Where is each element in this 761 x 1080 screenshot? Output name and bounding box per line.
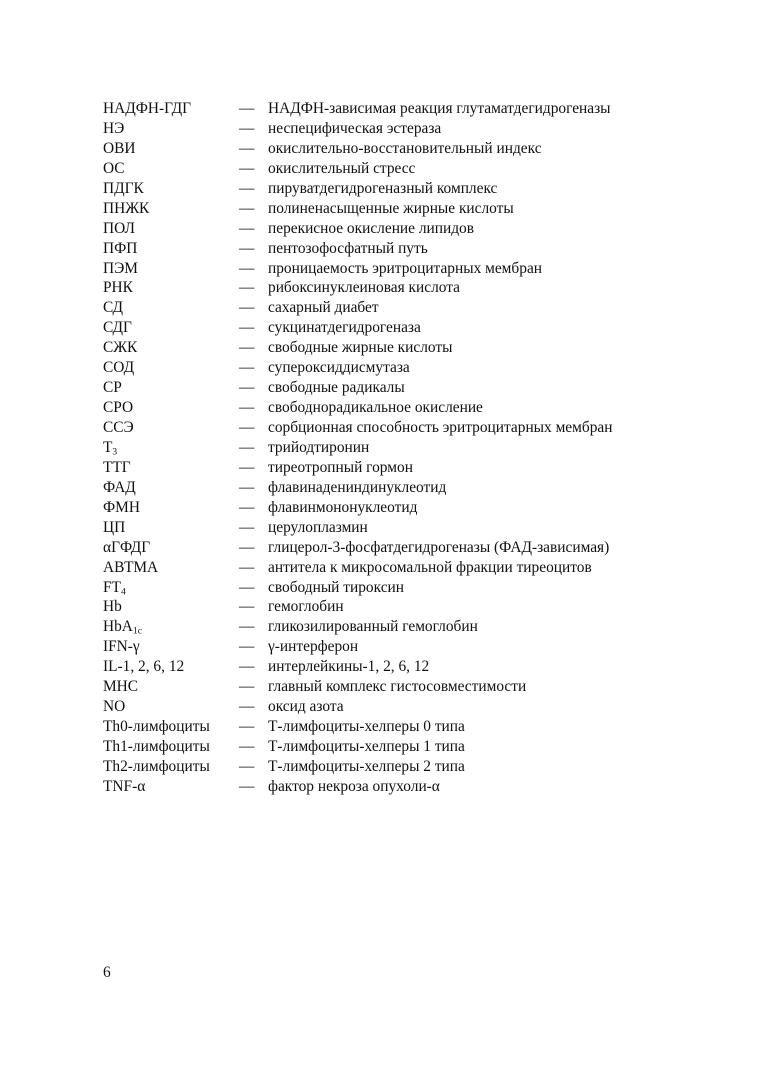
abbreviation-row (103, 777, 703, 797)
abbreviation-term (103, 578, 239, 598)
em-dash-separator: — (239, 119, 255, 137)
abbreviation-term-text: СЖК (103, 339, 138, 357)
abbreviation-term-text: ПФП (103, 239, 138, 257)
abbreviation-definition: сорбционная способность эритроцитарных мембран (268, 419, 613, 436)
abbreviation-term (103, 518, 239, 538)
abbreviation-term-text: Th2-лимфоциты (103, 757, 210, 775)
abbreviation-row (103, 378, 703, 398)
abbreviation-term-text: ОВИ (103, 139, 136, 157)
abbreviation-term-text: IFN-γ (103, 638, 140, 656)
abbreviation-row (103, 737, 703, 757)
abbreviation-term-text: Hb (103, 598, 122, 616)
abbreviation-term-text: HbA (103, 618, 133, 636)
em-dash-separator: — (239, 279, 255, 297)
abbreviation-row (103, 159, 703, 179)
abbreviation-row (103, 657, 703, 677)
abbreviation-definition: гемоглобин (268, 598, 344, 616)
abbreviation-row (103, 318, 703, 338)
abbreviation-term (103, 358, 239, 378)
abbreviation-definition: флавинадениндинуклеотид (268, 478, 447, 496)
em-dash-separator: — (239, 139, 255, 157)
em-dash-separator: — (239, 638, 255, 656)
abbreviation-row (103, 757, 703, 777)
abbreviation-term-text: Th0-лимфоциты (103, 718, 210, 736)
abbreviation-row (103, 478, 703, 498)
em-dash-separator: — (239, 518, 255, 536)
abbreviation-term-text: ПЭМ (103, 259, 138, 277)
abbreviation-row (103, 199, 703, 219)
em-dash-separator: — (239, 698, 255, 716)
abbreviation-list (103, 99, 703, 797)
abbreviation-term (103, 617, 239, 637)
abbreviation-term (103, 677, 239, 697)
em-dash-separator: — (239, 299, 255, 317)
abbreviation-row (103, 697, 703, 717)
abbreviation-row (103, 219, 703, 239)
abbreviation-definition: пентозофосфатный путь (268, 239, 428, 257)
abbreviation-term-subscript: 1c (132, 625, 142, 637)
abbreviation-row (103, 179, 703, 199)
abbreviation-definition: супероксиддисмутаза (268, 359, 410, 377)
em-dash-separator: — (239, 259, 255, 277)
abbreviation-term (103, 298, 239, 318)
abbreviation-term (103, 478, 239, 498)
em-dash-separator: — (239, 359, 255, 377)
abbreviation-row (103, 298, 703, 318)
abbreviation-definition: главный комплекс гистосовместимости (268, 678, 527, 696)
abbreviation-definition: проницаемость эритроцитарных мембран (268, 259, 543, 277)
abbreviation-definition: свободный тироксин (268, 578, 405, 596)
abbreviation-term-subscript: 4 (120, 585, 126, 597)
em-dash-separator: — (239, 578, 255, 596)
abbreviation-row (103, 418, 703, 438)
abbreviation-term-text: αГФДГ (103, 538, 151, 556)
abbreviation-row (103, 677, 703, 697)
abbreviation-definition: тиреотропный гормон (268, 458, 413, 476)
abbreviation-term (103, 717, 239, 737)
abbreviation-term-text: ОС (103, 159, 125, 177)
abbreviation-term-text: СРО (103, 399, 134, 417)
abbreviation-term (103, 199, 239, 219)
abbreviation-term (103, 498, 239, 518)
abbreviation-definition: сахарный диабет (268, 299, 379, 317)
abbreviation-term (103, 458, 239, 478)
abbreviation-row (103, 278, 703, 298)
em-dash-separator: — (239, 458, 255, 476)
abbreviation-row (103, 518, 703, 538)
abbreviation-term-text: ФАД (103, 478, 136, 496)
abbreviation-term (103, 179, 239, 199)
abbreviation-definition: Т-лимфоциты-хелперы 0 типа (268, 718, 465, 736)
abbreviation-definition: НАДФН-зависимая реакция глутаматдегидрогеназы (268, 100, 611, 117)
abbreviation-term (103, 278, 239, 298)
em-dash-separator: — (239, 618, 255, 636)
abbreviation-term-text: ЦП (103, 518, 126, 536)
abbreviation-term (103, 119, 239, 139)
em-dash-separator: — (239, 399, 255, 417)
abbreviation-term (103, 558, 239, 578)
abbreviation-term (103, 318, 239, 338)
abbreviation-term (103, 438, 239, 458)
abbreviation-term (103, 777, 239, 797)
abbreviation-term-text: СОД (103, 359, 135, 377)
abbreviation-row (103, 617, 703, 637)
em-dash-separator: — (239, 498, 255, 516)
abbreviation-definition: γ-интерферон (268, 638, 359, 656)
abbreviation-term (103, 597, 239, 617)
abbreviation-row (103, 717, 703, 737)
abbreviation-definition: сукцинатдегидрогеназа (268, 319, 421, 337)
abbreviation-row (103, 358, 703, 378)
abbreviation-term-text: РНК (103, 279, 133, 297)
abbreviation-definition: Т-лимфоциты-хелперы 2 типа (268, 757, 465, 775)
abbreviation-term-text: MHC (103, 678, 139, 696)
em-dash-separator: — (239, 558, 255, 576)
em-dash-separator: — (239, 538, 255, 556)
em-dash-separator: — (239, 678, 255, 696)
abbreviation-row (103, 597, 703, 617)
abbreviation-row (103, 239, 703, 259)
abbreviation-definition: Т-лимфоциты-хелперы 1 типа (268, 738, 465, 755)
abbreviation-definition: полиненасыщенные жирные кислоты (268, 199, 514, 217)
em-dash-separator: — (239, 598, 255, 616)
abbreviation-term-text: TNF-α (103, 777, 146, 795)
abbreviation-term (103, 398, 239, 418)
abbreviation-term-text: IL-1, 2, 6, 12 (103, 658, 185, 676)
abbreviation-definition: антитела к микросомальной фракции тиреоцитов (268, 558, 592, 576)
abbreviation-row (103, 139, 703, 159)
em-dash-separator: — (239, 339, 255, 357)
abbreviation-term-text: СДГ (103, 319, 132, 337)
abbreviation-term-text: T (103, 438, 113, 456)
abbreviation-term (103, 139, 239, 159)
abbreviation-term-text: ССЭ (103, 419, 134, 436)
em-dash-separator: — (239, 419, 255, 436)
abbreviation-term-text: СД (103, 299, 123, 317)
abbreviation-definition: свободные радикалы (268, 379, 405, 397)
abbreviation-definition: свободнорадикальное окисление (268, 399, 483, 417)
abbreviation-term (103, 697, 239, 717)
abbreviation-term (103, 538, 239, 558)
abbreviation-row (103, 578, 703, 598)
abbreviation-term-text: СР (103, 379, 122, 397)
abbreviation-term-text: АВТМА (103, 558, 159, 576)
em-dash-separator: — (239, 738, 255, 755)
abbreviation-term (103, 338, 239, 358)
abbreviation-definition: церулоплазмин (268, 518, 368, 536)
abbreviation-row (103, 259, 703, 279)
em-dash-separator: — (239, 159, 255, 177)
abbreviation-term-text: ПОЛ (103, 219, 135, 237)
abbreviation-definition: пируватдегидрогеназный комплекс (268, 179, 498, 197)
em-dash-separator: — (239, 100, 255, 117)
abbreviation-term (103, 757, 239, 777)
abbreviation-definition: перекисное окисление липидов (268, 219, 475, 237)
abbreviation-term (103, 657, 239, 677)
abbreviation-row (103, 538, 703, 558)
abbreviation-term (103, 418, 239, 438)
em-dash-separator: — (239, 757, 255, 775)
em-dash-separator: — (239, 379, 255, 397)
abbreviation-definition: рибоксинуклеиновая кислота (268, 279, 460, 297)
abbreviation-definition: оксид азота (268, 698, 344, 716)
em-dash-separator: — (239, 219, 255, 237)
abbreviation-term (103, 637, 239, 657)
em-dash-separator: — (239, 438, 255, 456)
abbreviation-term (103, 159, 239, 179)
abbreviation-row (103, 119, 703, 139)
abbreviation-definition: окислительно-восстановительный индекс (268, 139, 542, 157)
em-dash-separator: — (239, 199, 255, 217)
abbreviation-row (103, 498, 703, 518)
abbreviation-definition: гликозилированный гемоглобин (268, 618, 478, 636)
abbreviation-term (103, 737, 239, 757)
abbreviation-row (103, 99, 703, 119)
abbreviation-term-text: НАДФН-ГДГ (103, 100, 192, 117)
abbreviation-term-text: ПДГК (103, 179, 144, 197)
abbreviation-row (103, 438, 703, 458)
em-dash-separator: — (239, 179, 255, 197)
abbreviation-term (103, 259, 239, 279)
em-dash-separator: — (239, 658, 255, 676)
abbreviation-definition: свободные жирные кислоты (268, 339, 453, 357)
abbreviation-row (103, 637, 703, 657)
abbreviation-term-subscript: 3 (112, 446, 118, 458)
abbreviation-term-text: НЭ (103, 119, 125, 137)
page-number: 6 (103, 964, 111, 981)
abbreviation-term (103, 99, 239, 119)
abbreviation-definition: интерлейкины-1, 2, 6, 12 (268, 658, 430, 676)
em-dash-separator: — (239, 478, 255, 496)
abbreviation-term-text: NO (103, 698, 126, 716)
abbreviation-term (103, 239, 239, 259)
em-dash-separator: — (239, 777, 255, 795)
abbreviation-term-text: ПНЖК (103, 199, 150, 217)
abbreviation-definition: окислительный стресс (268, 159, 416, 177)
abbreviation-definition: фактор некроза опухоли-α (268, 777, 440, 795)
abbreviation-definition: неспецифическая эстераза (268, 119, 442, 137)
abbreviation-row (103, 398, 703, 418)
abbreviation-row (103, 558, 703, 578)
abbreviation-term-text: ТТГ (103, 458, 131, 476)
abbreviation-term-text: Th1-лимфоциты (103, 738, 210, 755)
em-dash-separator: — (239, 718, 255, 736)
abbreviation-term-text: ФМН (103, 498, 140, 516)
abbreviation-term-text: FT (103, 578, 121, 596)
abbreviation-term (103, 378, 239, 398)
em-dash-separator: — (239, 239, 255, 257)
abbreviation-row (103, 458, 703, 478)
abbreviation-definition: глицерол-3-фосфатдегидрогеназы (ФАД-зависимая) (268, 538, 610, 556)
abbreviation-row (103, 338, 703, 358)
abbreviation-definition: трийодтиронин (268, 438, 370, 456)
abbreviation-definition: флавинмононуклеотид (268, 498, 418, 516)
abbreviation-term (103, 219, 239, 239)
em-dash-separator: — (239, 319, 255, 337)
